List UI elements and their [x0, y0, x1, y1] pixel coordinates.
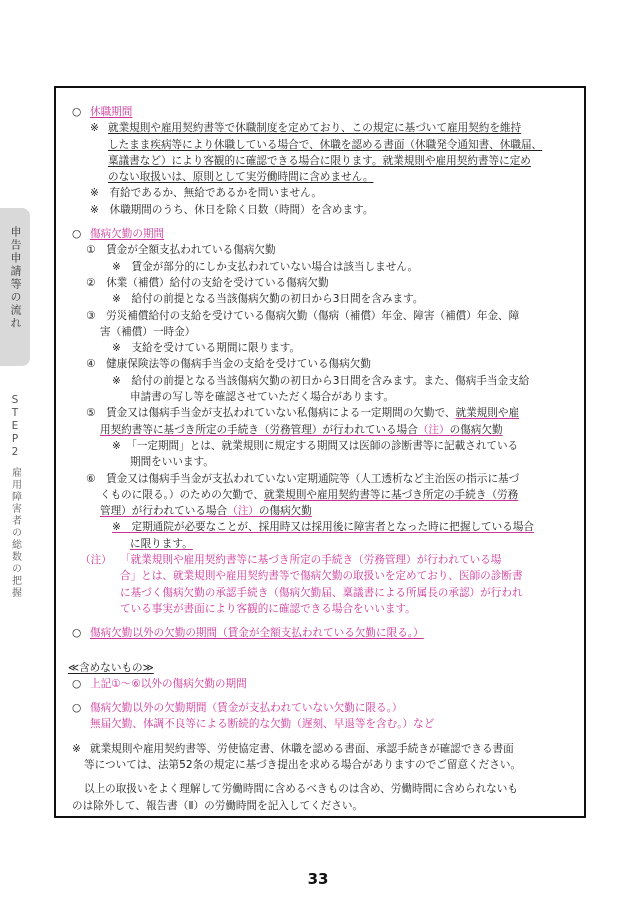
- shobyo-item-3-line2: 害（補償）一時金）: [100, 325, 196, 338]
- shobyo-item-3-note: ※ 支給を受けている期間に限ります。: [112, 342, 301, 355]
- kyushoku-note1-line2: したまま疾病等により休職している場合で、休職を認める書面（休職発令通知書、休職届、: [108, 138, 543, 151]
- kyushoku-heading: ○ 休職期間: [72, 106, 133, 118]
- excluded-item-2-line1: ○ 傷病欠勤以外の欠勤期間（賃金が支払われていない欠勤に限る。）: [72, 702, 403, 715]
- kyushoku-note1-line3: 稟議書など）により客観的に確認できる場合に限ります。就業規則や雇用契約書等に定め: [108, 154, 531, 167]
- shobyo-item-4: ④ 健康保険法等の傷病手当金の支給を受けている傷病欠勤: [86, 358, 371, 371]
- chu-line2: 合」とは、就業規則や雇用契約書等で傷病欠勤の取扱いを定めており、医師の診断書: [120, 570, 523, 583]
- side-tab-step-label: STEP2: [9, 394, 21, 459]
- side-tab-flow-label: 申告申請等の流れ: [9, 226, 22, 330]
- page-number: 33: [307, 870, 329, 888]
- shobyo-item-6-line3: 管理）が行われている場合（注）の傷病欠勤: [100, 505, 312, 518]
- kyushoku-note1-line4: のない取扱いは、原則として実労働時間に含めません。: [108, 171, 374, 184]
- shobyo-item-1: ① 賃金が全額支払われている傷病欠勤: [86, 244, 276, 257]
- shobyo-item-6-note-line2: に限ります。: [130, 537, 193, 550]
- chu-line1: （注） 「就業規則や雇用契約書等に基づき所定の手続き（労務管理）が行われている場: [80, 554, 502, 567]
- shobyo-item-6-line1: ⑥ 賃金又は傷病手当金が支払われていない定期通院等（人工透析など主治医の指示に基づ: [86, 472, 520, 485]
- shobyo-item-2: ② 休業（補償）給付の支給を受けている傷病欠勤: [86, 276, 329, 289]
- closing-line1: 以上の取扱いをよく理解して労働時間に含めるべきものは含め、労働時間に含められないも: [84, 783, 518, 796]
- shobyo-item-3-line1: ③ 労災補償給付の支給を受けている傷病欠勤（傷病（補償）年金、障害（補償）年金、障: [86, 309, 520, 322]
- excluded-heading: ≪含めないもの≫: [68, 661, 154, 674]
- excluded-item-2-line2: 無届欠勤、体調不良等による断続的な欠勤（遅刻、早退等を含む。）など: [90, 718, 435, 731]
- shobyo-item-5-line2: 用契約書等に基づき所定の手続き（労務管理）が行われている場合（注）の傷病欠勤: [100, 423, 503, 436]
- shobyo-item-5-line1: ⑤ 賃金又は傷病手当金が支払われていない私傷病による一定期間の欠勤で、就業規則や雇: [86, 407, 520, 420]
- shobyo-item-4-note-line1: ※ 給付の前提となる当該傷病欠勤の初日から3日間を含みます。また、傷病手当金支給: [112, 374, 530, 387]
- footer-note-line2: 等については、法第52条の規定に基づき提出を求める場合がありますのでご留意ください。: [84, 758, 522, 771]
- side-tab-flow: [0, 208, 30, 366]
- document-body: [68, 104, 572, 814]
- shobyo-title: 傷病欠勤の期間: [90, 228, 165, 241]
- other-absence: ○ 傷病欠勤以外の欠勤の期間（賃金が全額支払われている欠勤に限る。）: [72, 627, 424, 640]
- shobyo-item-5-note-line2: 期間をいいます。: [130, 456, 214, 469]
- excluded-item-1: ○ 上記①～⑥以外の傷病欠勤の期間: [72, 677, 247, 690]
- kyushoku-note3: ※ 休職期間のうち、休日を除く日数（時間）を含めます。: [90, 203, 374, 216]
- shobyo-item-6-line2: くものに限る。）のための欠勤で、就業規則や雇用契約書等に基づき所定の手続き（労務: [100, 488, 519, 501]
- shobyo-item-5-note-line1: ※ 「一定期間」とは、就業規則に規定する期間又は医師の診断書等に記載されている: [112, 439, 519, 452]
- closing-line2: のは除外して、報告書（Ⅱ）の労働時間を記入してください。: [72, 799, 364, 812]
- kyushoku-note1-line1: ※ 就業規則や雇用契約書等で休職制度を定めており、この規定に基づいて雇用契約を維持: [90, 122, 522, 135]
- shobyo-item-4-note-line2: 申請書の写し等を確認させていただく場合があります。: [130, 391, 394, 404]
- chu-line4: ている事実が書面により客観的に確認できる場合をいいます。: [120, 602, 416, 615]
- side-tab-step-title: 雇用障害者の総数の把握: [9, 467, 21, 599]
- kyushoku-note2: ※ 有給であるか、無給であるかを問いません。: [90, 187, 322, 200]
- footer-note-line1: ※ 就業規則や雇用契約書等、労使協定書、休職を認める書面、承認手続きが確認できる書面: [72, 742, 514, 755]
- shobyo-item-6-note-line1: ※ 定期通院が必要なことが、採用時又は採用後に障害者となった時に把握している場合: [112, 521, 535, 534]
- shobyo-item-1-note: ※ 賃金が部分的にしか支払われていない場合は該当しません。: [112, 260, 419, 273]
- chu-line3: に基づく傷病欠勤の承認手続き（傷病欠勤届、稟議書による所属長の承認）が行われ: [120, 586, 523, 599]
- side-tab-step2: [0, 380, 30, 620]
- shobyo-heading: ○ 傷病欠勤の期間: [72, 228, 165, 241]
- kyushoku-title: 休職期間: [90, 106, 133, 118]
- shobyo-item-2-note: ※ 給付の前提となる当該傷病欠勤の初日から3日間を含みます。: [112, 293, 424, 306]
